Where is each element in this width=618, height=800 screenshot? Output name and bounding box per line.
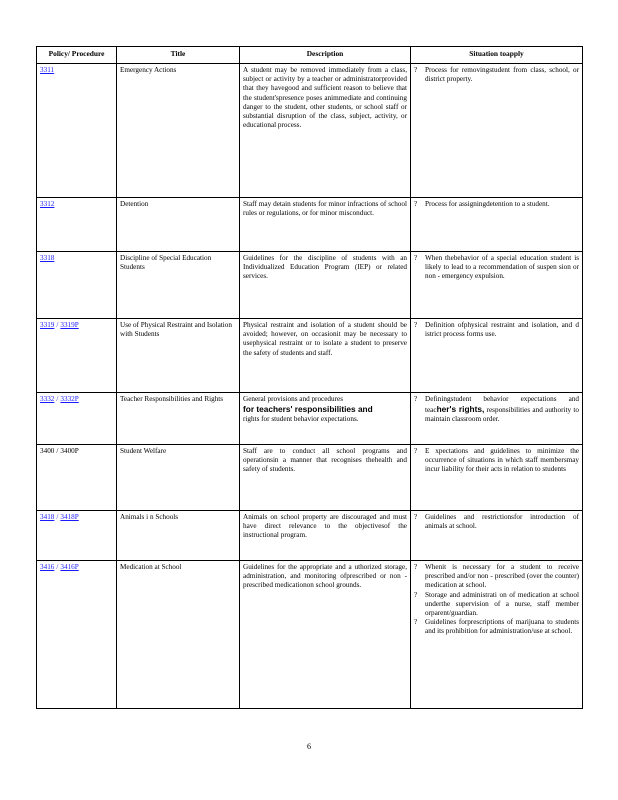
description-text: Physical restraint and isolation of a student should be avoided; however, on occasionit may be necessary to usephysical restraint or to isolate a student to preserve the safety of students and staff. xyxy=(243,320,407,357)
description-text: General provisions and procedures for teachers' responsibilities and rights for student behavior expectations. xyxy=(243,394,373,424)
description-text: Staff may detain students for minor infractions of school rules or regulations, or for minor misconduct. xyxy=(243,199,407,218)
situation-item: ? When thebehavior of a special education student is likely to lead to a recommendation of suspen sion or non - emergency expulsion. xyxy=(414,253,579,281)
description-text: A student may be removed immediately from a class, subject or activity by a teacher or administratorprovided that they havegood and sufficient reason to believe that the student'spresence poses animmediate and continuing danger to the student, other students, or school staff or substantial disruption of the class, subject, activity, or educational process. xyxy=(243,65,407,130)
situation-item: ? Whenit is necessary for a student to receive prescribed and/or non - prescribed (over the counter) medication at school. xyxy=(414,562,579,590)
description-cell xyxy=(240,510,411,560)
table-row xyxy=(37,444,583,510)
table-row xyxy=(37,318,583,392)
situation-item: ? Definingstudent behavior expectations and teacher's rights, responsibilities and authority to maintain classroom order. xyxy=(414,394,579,424)
header-description: Description xyxy=(240,47,411,64)
procedure-link[interactable]: 3332P xyxy=(60,394,79,403)
table-row xyxy=(37,392,583,444)
table-header-row xyxy=(37,47,583,64)
policy-cell: 3416 / 3416P xyxy=(37,560,117,708)
bullet-icon: ? xyxy=(414,65,418,74)
description-cell xyxy=(240,63,411,197)
policy-cell: 3319 / 3319P xyxy=(37,318,117,392)
policy-table xyxy=(36,46,583,709)
table-row xyxy=(37,63,583,197)
situation-cell xyxy=(411,444,583,510)
situation-item: ? Guidelines and restrictionsfor introduction of animals at school. xyxy=(414,512,579,531)
policy-link[interactable]: 3332 xyxy=(40,394,55,403)
procedure-link[interactable]: 3319P xyxy=(60,320,79,329)
policy-link[interactable]: 3318 xyxy=(40,253,55,262)
description-text: Animals on school property are discouraged and must have direct relevance to the objectivesof the instructional program. xyxy=(243,512,407,540)
situation-emphasis: her's rights, xyxy=(436,404,485,415)
description-cell xyxy=(240,197,411,251)
policy-cell: 3418 / 3418P xyxy=(37,510,117,560)
bullet-icon: ? xyxy=(414,562,418,571)
description-text: Guidelines for the appropriate and a uthorized storage, administration, and monitoring ofprescribed or non - prescribed medicationon school grounds. xyxy=(243,562,407,590)
situation-cell xyxy=(411,63,583,197)
policy-cell xyxy=(37,197,117,251)
table-row xyxy=(37,197,583,251)
header-situation: Situation toapply xyxy=(411,47,583,64)
title-cell: Animals i n Schools xyxy=(117,510,240,560)
bullet-icon: ? xyxy=(414,199,418,208)
policy-link[interactable]: 3416 xyxy=(40,562,55,571)
table-row xyxy=(37,560,583,708)
bullet-icon: ? xyxy=(414,394,418,403)
title-cell: Student Welfare xyxy=(117,444,240,510)
procedure-link[interactable]: 3418P xyxy=(60,512,79,521)
procedure-link[interactable]: 3416P xyxy=(60,562,79,571)
situation-item: ? E xpectations and guidelines to minimize the occurrence of situations in which staff membersmay incur liability for their acts in relation to students xyxy=(414,446,579,474)
header-policy: Policy/ Procedure xyxy=(37,47,117,64)
bullet-icon: ? xyxy=(414,512,418,521)
title-cell: Use of Physical Restraint and Isolation with Students xyxy=(117,318,240,392)
bullet-icon: ? xyxy=(414,446,418,455)
policy-cell: 3332 / 3332P xyxy=(37,392,117,444)
table-row xyxy=(37,510,583,560)
bullet-icon: ? xyxy=(414,618,418,627)
policy-link[interactable]: 3311 xyxy=(40,65,55,74)
description-cell xyxy=(240,251,411,318)
header-title: Title xyxy=(117,47,240,64)
description-cell xyxy=(240,560,411,708)
procedure-number: 3400P xyxy=(60,446,79,455)
description-cell xyxy=(240,318,411,392)
title-cell: Teacher Responsibilities and Rights xyxy=(117,392,240,444)
policy-cell: 3400 / 3400P xyxy=(37,444,117,510)
situation-cell xyxy=(411,510,583,560)
policy-link[interactable]: 3418 xyxy=(40,512,55,521)
policy-number: 3400 xyxy=(40,446,55,455)
policy-cell xyxy=(37,63,117,197)
situation-item: ? Process for removingstudent from class, school, or district property. xyxy=(414,65,579,84)
situation-item: ? Storage and administrati on of medication at school underthe supervision of a nurse, staff member orparent/guardian. xyxy=(414,590,579,617)
policy-link[interactable]: 3319 xyxy=(40,320,55,329)
situation-item: ? Process for assigningdetention to a student. xyxy=(414,199,550,208)
situation-cell xyxy=(411,318,583,392)
policy-cell xyxy=(37,251,117,318)
table-row xyxy=(37,251,583,318)
description-cell xyxy=(240,444,411,510)
description-emphasis: for teachers' responsibilities and xyxy=(243,404,373,415)
title-cell: Medication at School xyxy=(117,560,240,708)
description-text: Staff are to conduct all school programs and operationsin a manner that recognises thehealth and safety of students. xyxy=(243,446,407,474)
situation-cell xyxy=(411,392,583,444)
bullet-icon: ? xyxy=(414,590,418,599)
description-text: Guidelines for the discipline of students with an Individualized Education Program (IEP) or related services. xyxy=(243,253,407,281)
situation-cell xyxy=(411,197,583,251)
page-number: 6 xyxy=(307,742,311,751)
description-cell xyxy=(240,392,411,444)
title-cell: Detention xyxy=(117,197,240,251)
policy-link[interactable]: 3312 xyxy=(40,199,55,208)
title-cell: Discipline of Special Education Students xyxy=(117,251,240,318)
situation-item: ? Definition ofphysical restraint and isolation, and d istrict process forms use. xyxy=(414,320,579,339)
situation-cell xyxy=(411,560,583,708)
situation-item: ? Guidelines forprescriptions of marijuana to students and its prohibition for administration/use at school. xyxy=(414,618,579,636)
title-cell: Emergency Actions xyxy=(117,63,240,197)
bullet-icon: ? xyxy=(414,320,418,329)
bullet-icon: ? xyxy=(414,253,418,262)
situation-cell xyxy=(411,251,583,318)
